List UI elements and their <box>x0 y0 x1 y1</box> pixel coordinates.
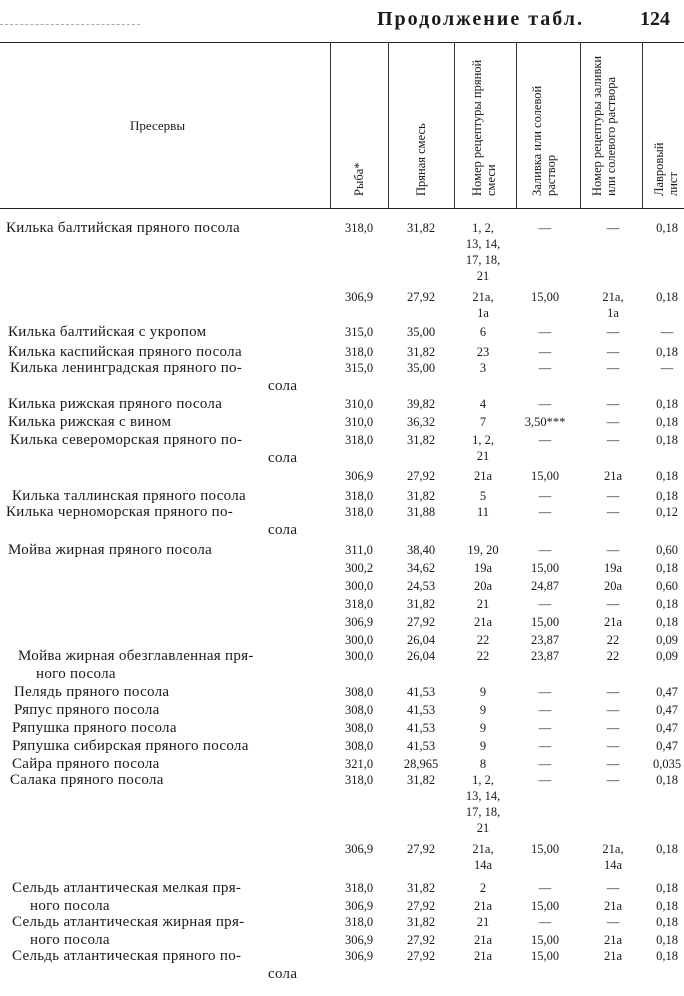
fish-cell: 318,0 <box>344 221 374 235</box>
bay-leaf-cell: 0,18 <box>656 345 678 359</box>
spice-recipe-cell: 21а <box>473 899 493 913</box>
header-bottom-rule <box>0 208 684 209</box>
brine-recipe-cell: — <box>606 397 620 411</box>
brine-recipe-cell: 21а, 1а <box>602 289 624 320</box>
fish-cell: 318,0 <box>344 881 374 895</box>
spice-mix-cell: 31,82 <box>406 915 436 929</box>
spice-recipe-cell: 6 <box>479 325 487 339</box>
bay-leaf-cell: 0,18 <box>656 397 678 411</box>
spice-mix-cell: 35,00 <box>406 325 436 339</box>
spice-mix-cell: 36,32 <box>406 415 436 429</box>
fish-cell: 306,9 <box>344 615 374 629</box>
brine-cell: 15,00 <box>530 841 560 856</box>
fish-cell: 311,0 <box>345 543 373 557</box>
row-label: Килька рижская с вином <box>8 414 172 430</box>
row-label: Ряпушка пряного посола <box>12 720 177 736</box>
bay-leaf-cell: 0,47 <box>656 739 678 753</box>
row-label: Килька черноморская пряного по- <box>6 504 234 520</box>
table-top-rule <box>0 42 684 43</box>
bay-leaf-cell: 0,18 <box>656 915 678 929</box>
brine-cell: 23,87 <box>530 649 560 663</box>
bay-leaf-cell: 0,60 <box>656 579 678 593</box>
spice-mix-cell: 34,62 <box>406 561 436 575</box>
bay-leaf-cell: 0,18 <box>656 773 678 787</box>
brine-recipe-cell: — <box>606 489 620 503</box>
row-label: ного посола <box>36 666 116 682</box>
bay-leaf-cell: 0,47 <box>656 703 678 717</box>
column-header-preserves: Пресервы <box>130 118 186 133</box>
brine-cell: — <box>538 721 552 735</box>
column-divider <box>330 42 331 208</box>
row-label: Килька балтийская с укропом <box>8 324 207 340</box>
brine-recipe-cell: 21а <box>603 899 623 913</box>
bay-leaf-cell: 0,09 <box>656 649 678 663</box>
spice-recipe-cell: 21а <box>473 933 493 947</box>
row-label: ного посола <box>30 898 110 914</box>
spice-recipe-cell: 9 <box>479 739 487 753</box>
row-label: Ряпушка сибирская пряного посола <box>12 738 249 754</box>
brine-cell: 15,00 <box>530 899 560 913</box>
brine-recipe-cell: 22 <box>606 649 620 663</box>
fish-cell: 308,0 <box>344 703 374 717</box>
brine-recipe-cell: — <box>606 325 620 339</box>
column-divider <box>642 42 643 208</box>
bay-leaf-cell: 0,18 <box>656 615 678 629</box>
fish-cell: 306,9 <box>344 899 374 913</box>
fish-cell: 315,0 <box>344 361 374 375</box>
brine-cell: 15,00 <box>530 561 560 575</box>
spice-recipe-cell: 20а <box>473 579 493 593</box>
fish-cell: 308,0 <box>344 685 374 699</box>
column-header-fish: Рыба* <box>352 162 366 196</box>
brine-cell: 15,00 <box>530 469 560 484</box>
brine-recipe-cell: — <box>606 597 620 611</box>
spice-mix-cell: 39,82 <box>406 397 436 411</box>
bay-leaf-cell: 0,47 <box>656 685 678 699</box>
fish-cell: 306,9 <box>344 933 374 947</box>
bay-leaf-cell: 0,12 <box>656 505 678 519</box>
brine-cell: 23,87 <box>530 633 560 647</box>
fish-cell: 318,0 <box>344 505 374 519</box>
row-label: Мойва жирная обезглавленная пря- <box>18 648 254 664</box>
brine-recipe-cell: 21а <box>603 469 623 484</box>
spice-mix-cell: 27,92 <box>406 469 436 484</box>
row-label: Килька таллинская пряного посола <box>12 488 246 504</box>
spice-recipe-cell: 7 <box>479 415 487 429</box>
spice-mix-cell: 31,82 <box>406 489 436 503</box>
brine-recipe-cell: — <box>606 433 620 447</box>
brine-cell: — <box>538 505 552 519</box>
spice-recipe-cell: 22 <box>476 649 490 663</box>
spice-mix-cell: 27,92 <box>406 841 436 856</box>
spice-recipe-cell: 21а <box>473 949 493 963</box>
brine-recipe-cell: — <box>606 685 620 699</box>
page-header <box>0 6 684 36</box>
brine-recipe-cell: 21а <box>603 949 623 963</box>
spice-recipe-cell: 21а <box>473 469 493 484</box>
brine-cell: — <box>538 773 552 787</box>
spice-mix-cell: 27,92 <box>406 949 436 963</box>
bay-leaf-cell: 0,18 <box>656 881 678 895</box>
spice-recipe-cell: 9 <box>479 685 487 699</box>
brine-cell: 24,87 <box>530 579 560 593</box>
brine-cell: — <box>538 543 552 557</box>
row-label: сола <box>268 966 298 982</box>
fish-cell: 308,0 <box>344 721 374 735</box>
spice-recipe-cell: 1, 2, 21 <box>472 433 494 463</box>
row-label: Килька рижская пряного посола <box>8 396 223 412</box>
spice-mix-cell: 27,92 <box>406 933 436 947</box>
brine-cell: — <box>538 433 552 447</box>
spice-mix-cell: 41,53 <box>406 685 436 699</box>
fish-cell: 318,0 <box>344 597 374 611</box>
fish-cell: 306,9 <box>344 949 374 963</box>
row-label: Килька североморская пряного по- <box>10 432 243 448</box>
row-label: сола <box>268 450 298 466</box>
column-divider <box>516 42 517 208</box>
brine-cell: — <box>538 325 552 339</box>
brine-cell: 15,00 <box>530 933 560 947</box>
brine-recipe-cell: 21а, 14а <box>602 841 624 872</box>
spice-mix-cell: 31,88 <box>406 505 436 519</box>
spice-mix-cell: 26,04 <box>406 649 436 663</box>
brine-recipe-cell: — <box>606 721 620 735</box>
column-header-spice-mix: Пряная смесь <box>414 123 428 196</box>
spice-mix-cell: 31,82 <box>406 881 436 895</box>
brine-cell: — <box>538 597 552 611</box>
row-label: Пелядь пряного посола <box>14 684 170 700</box>
bay-leaf-cell: 0,18 <box>656 933 678 947</box>
spice-recipe-cell: 9 <box>479 703 487 717</box>
scan-smudge <box>0 18 140 25</box>
brine-cell: 15,00 <box>530 615 560 629</box>
column-divider <box>454 42 455 208</box>
spice-mix-cell: 41,53 <box>406 721 436 735</box>
brine-recipe-cell: — <box>606 915 620 929</box>
fish-cell: 300,0 <box>344 579 374 593</box>
fish-cell: 321,0 <box>344 757 374 771</box>
brine-recipe-cell: — <box>606 361 620 375</box>
bay-leaf-cell: 0,18 <box>656 489 678 503</box>
fish-cell: 306,9 <box>344 841 374 856</box>
row-label: Килька ленинградская пряного по- <box>10 360 243 376</box>
bay-leaf-cell: — <box>660 325 674 339</box>
brine-recipe-cell: — <box>606 881 620 895</box>
row-label: Сельдь атлантическая жирная пря- <box>12 914 245 930</box>
spice-recipe-cell: 21а <box>473 615 493 629</box>
brine-cell: — <box>538 361 552 375</box>
row-label: Салака пряного посола <box>10 772 164 788</box>
spice-recipe-cell: 23 <box>476 345 490 359</box>
fish-cell: 318,0 <box>344 915 374 929</box>
brine-cell: — <box>538 397 552 411</box>
bay-leaf-cell: — <box>660 361 674 375</box>
brine-recipe-cell: — <box>606 345 620 359</box>
spice-mix-cell: 41,53 <box>406 703 436 717</box>
brine-recipe-cell: — <box>606 703 620 717</box>
brine-recipe-cell: — <box>606 505 620 519</box>
brine-cell: 15,00 <box>530 949 560 963</box>
bay-leaf-cell: 0,18 <box>656 597 678 611</box>
fish-cell: 306,9 <box>344 289 374 304</box>
brine-cell: — <box>538 703 552 717</box>
spice-mix-cell: 27,92 <box>406 899 436 913</box>
fish-cell: 318,0 <box>344 433 374 447</box>
fish-cell: 318,0 <box>344 489 374 503</box>
fish-cell: 318,0 <box>344 773 374 787</box>
spice-recipe-cell: 1, 2, 13, 14, 17, 18, 21 <box>465 773 501 835</box>
header-title: Продолжение табл. <box>376 8 584 30</box>
bay-leaf-cell: 0,035 <box>652 757 682 771</box>
column-divider <box>580 42 581 208</box>
row-label: Сельдь атлантическая пряного по- <box>12 948 242 964</box>
spice-mix-cell: 26,04 <box>406 633 436 647</box>
spice-mix-cell: 24,53 <box>406 579 436 593</box>
spice-recipe-cell: 19, 20 <box>467 543 499 557</box>
brine-recipe-cell: — <box>606 773 620 787</box>
row-label: Килька каспийская пряного посола <box>8 344 242 360</box>
page-number: 124 <box>640 8 670 30</box>
spice-recipe-cell: 19а <box>473 561 493 575</box>
brine-recipe-cell: 20а <box>603 579 623 593</box>
spice-recipe-cell: 8 <box>479 757 487 771</box>
fish-cell: 300,0 <box>344 649 374 663</box>
spice-recipe-cell: 4 <box>479 397 487 411</box>
brine-recipe-cell: — <box>606 757 620 771</box>
brine-recipe-cell: — <box>606 739 620 753</box>
brine-cell: — <box>538 489 552 503</box>
row-label: Ряпус пряного посола <box>14 702 160 718</box>
bay-leaf-cell: 0,18 <box>656 899 678 913</box>
bay-leaf-cell: 0,47 <box>656 721 678 735</box>
spice-recipe-cell: 21а, 1а <box>472 289 494 320</box>
bay-leaf-cell: 0,18 <box>656 841 678 856</box>
fish-cell: 310,0 <box>344 397 374 411</box>
spice-recipe-cell: 21 <box>476 597 490 611</box>
spice-recipe-cell: 2 <box>479 881 487 895</box>
brine-recipe-cell: — <box>606 415 620 429</box>
fish-cell: 310,0 <box>344 415 374 429</box>
fish-cell: 300,0 <box>344 633 374 647</box>
spice-recipe-cell: 5 <box>479 489 487 503</box>
brine-cell: — <box>538 881 552 895</box>
row-label: Сельдь атлантическая мелкая пря- <box>12 880 242 896</box>
brine-cell: — <box>538 739 552 753</box>
spice-mix-cell: 28,965 <box>403 757 439 771</box>
brine-cell: 3,50*** <box>524 415 566 429</box>
brine-recipe-cell: 22 <box>606 633 620 647</box>
spice-mix-cell: 27,92 <box>406 615 436 629</box>
row-label: Сайра пряного посола <box>12 756 160 772</box>
row-label: сола <box>268 522 298 538</box>
brine-recipe-cell: 21а <box>603 615 623 629</box>
spice-mix-cell: 31,82 <box>406 345 436 359</box>
bay-leaf-cell: 0,18 <box>656 949 678 963</box>
bay-leaf-cell: 0,18 <box>656 561 678 575</box>
spice-mix-cell: 31,82 <box>406 773 436 787</box>
spice-recipe-cell: 21 <box>476 915 490 929</box>
spice-recipe-cell: 1, 2, 13, 14, 17, 18, 21 <box>465 221 501 283</box>
fish-cell: 315,0 <box>344 325 374 339</box>
column-divider <box>388 42 389 208</box>
bay-leaf-cell: 0,18 <box>656 289 678 304</box>
brine-recipe-cell: — <box>606 543 620 557</box>
spice-mix-cell: 41,53 <box>406 739 436 753</box>
column-header-brine-recipe: Номер рецептуры заливки или солевого раствора <box>590 55 618 196</box>
brine-cell: — <box>538 757 552 771</box>
spice-recipe-cell: 9 <box>479 721 487 735</box>
spice-recipe-cell: 11 <box>476 505 490 519</box>
column-header-bay-leaf: Лавровый лист <box>652 142 680 196</box>
column-header-brine: Заливка или солевой раствор <box>530 85 558 196</box>
fish-cell: 306,9 <box>344 469 374 484</box>
row-label: сола <box>268 378 298 394</box>
brine-recipe-cell: — <box>606 221 620 235</box>
bay-leaf-cell: 0,18 <box>656 433 678 447</box>
brine-cell: — <box>538 915 552 929</box>
bay-leaf-cell: 0,60 <box>656 543 678 557</box>
brine-cell: — <box>538 685 552 699</box>
brine-cell: — <box>538 221 552 235</box>
spice-recipe-cell: 3 <box>479 361 487 375</box>
spice-mix-cell: 31,82 <box>406 433 436 447</box>
bay-leaf-cell: 0,18 <box>656 415 678 429</box>
spice-mix-cell: 27,92 <box>406 289 436 304</box>
fish-cell: 308,0 <box>344 739 374 753</box>
brine-cell: — <box>538 345 552 359</box>
spice-recipe-cell: 22 <box>476 633 490 647</box>
fish-cell: 318,0 <box>344 345 374 359</box>
spice-mix-cell: 31,82 <box>406 221 436 235</box>
bay-leaf-cell: 0,18 <box>656 469 678 484</box>
brine-recipe-cell: 21а <box>603 933 623 947</box>
row-label: Мойва жирная пряного посола <box>8 542 213 558</box>
brine-recipe-cell: 19а <box>603 561 623 575</box>
spice-mix-cell: 31,82 <box>406 597 436 611</box>
bay-leaf-cell: 0,18 <box>656 221 678 235</box>
spice-recipe-cell: 21а, 14а <box>472 841 494 872</box>
fish-cell: 300,2 <box>344 561 374 575</box>
column-header-spice-recipe: Номер рецептуры пряной смеси <box>470 59 498 196</box>
spice-mix-cell: 35,00 <box>406 361 436 375</box>
row-label: Килька балтийская пряного посола <box>6 220 240 236</box>
brine-cell: 15,00 <box>530 289 560 304</box>
spice-mix-cell: 38,40 <box>406 543 436 557</box>
bay-leaf-cell: 0,09 <box>656 633 678 647</box>
row-label: ного посола <box>30 932 110 948</box>
